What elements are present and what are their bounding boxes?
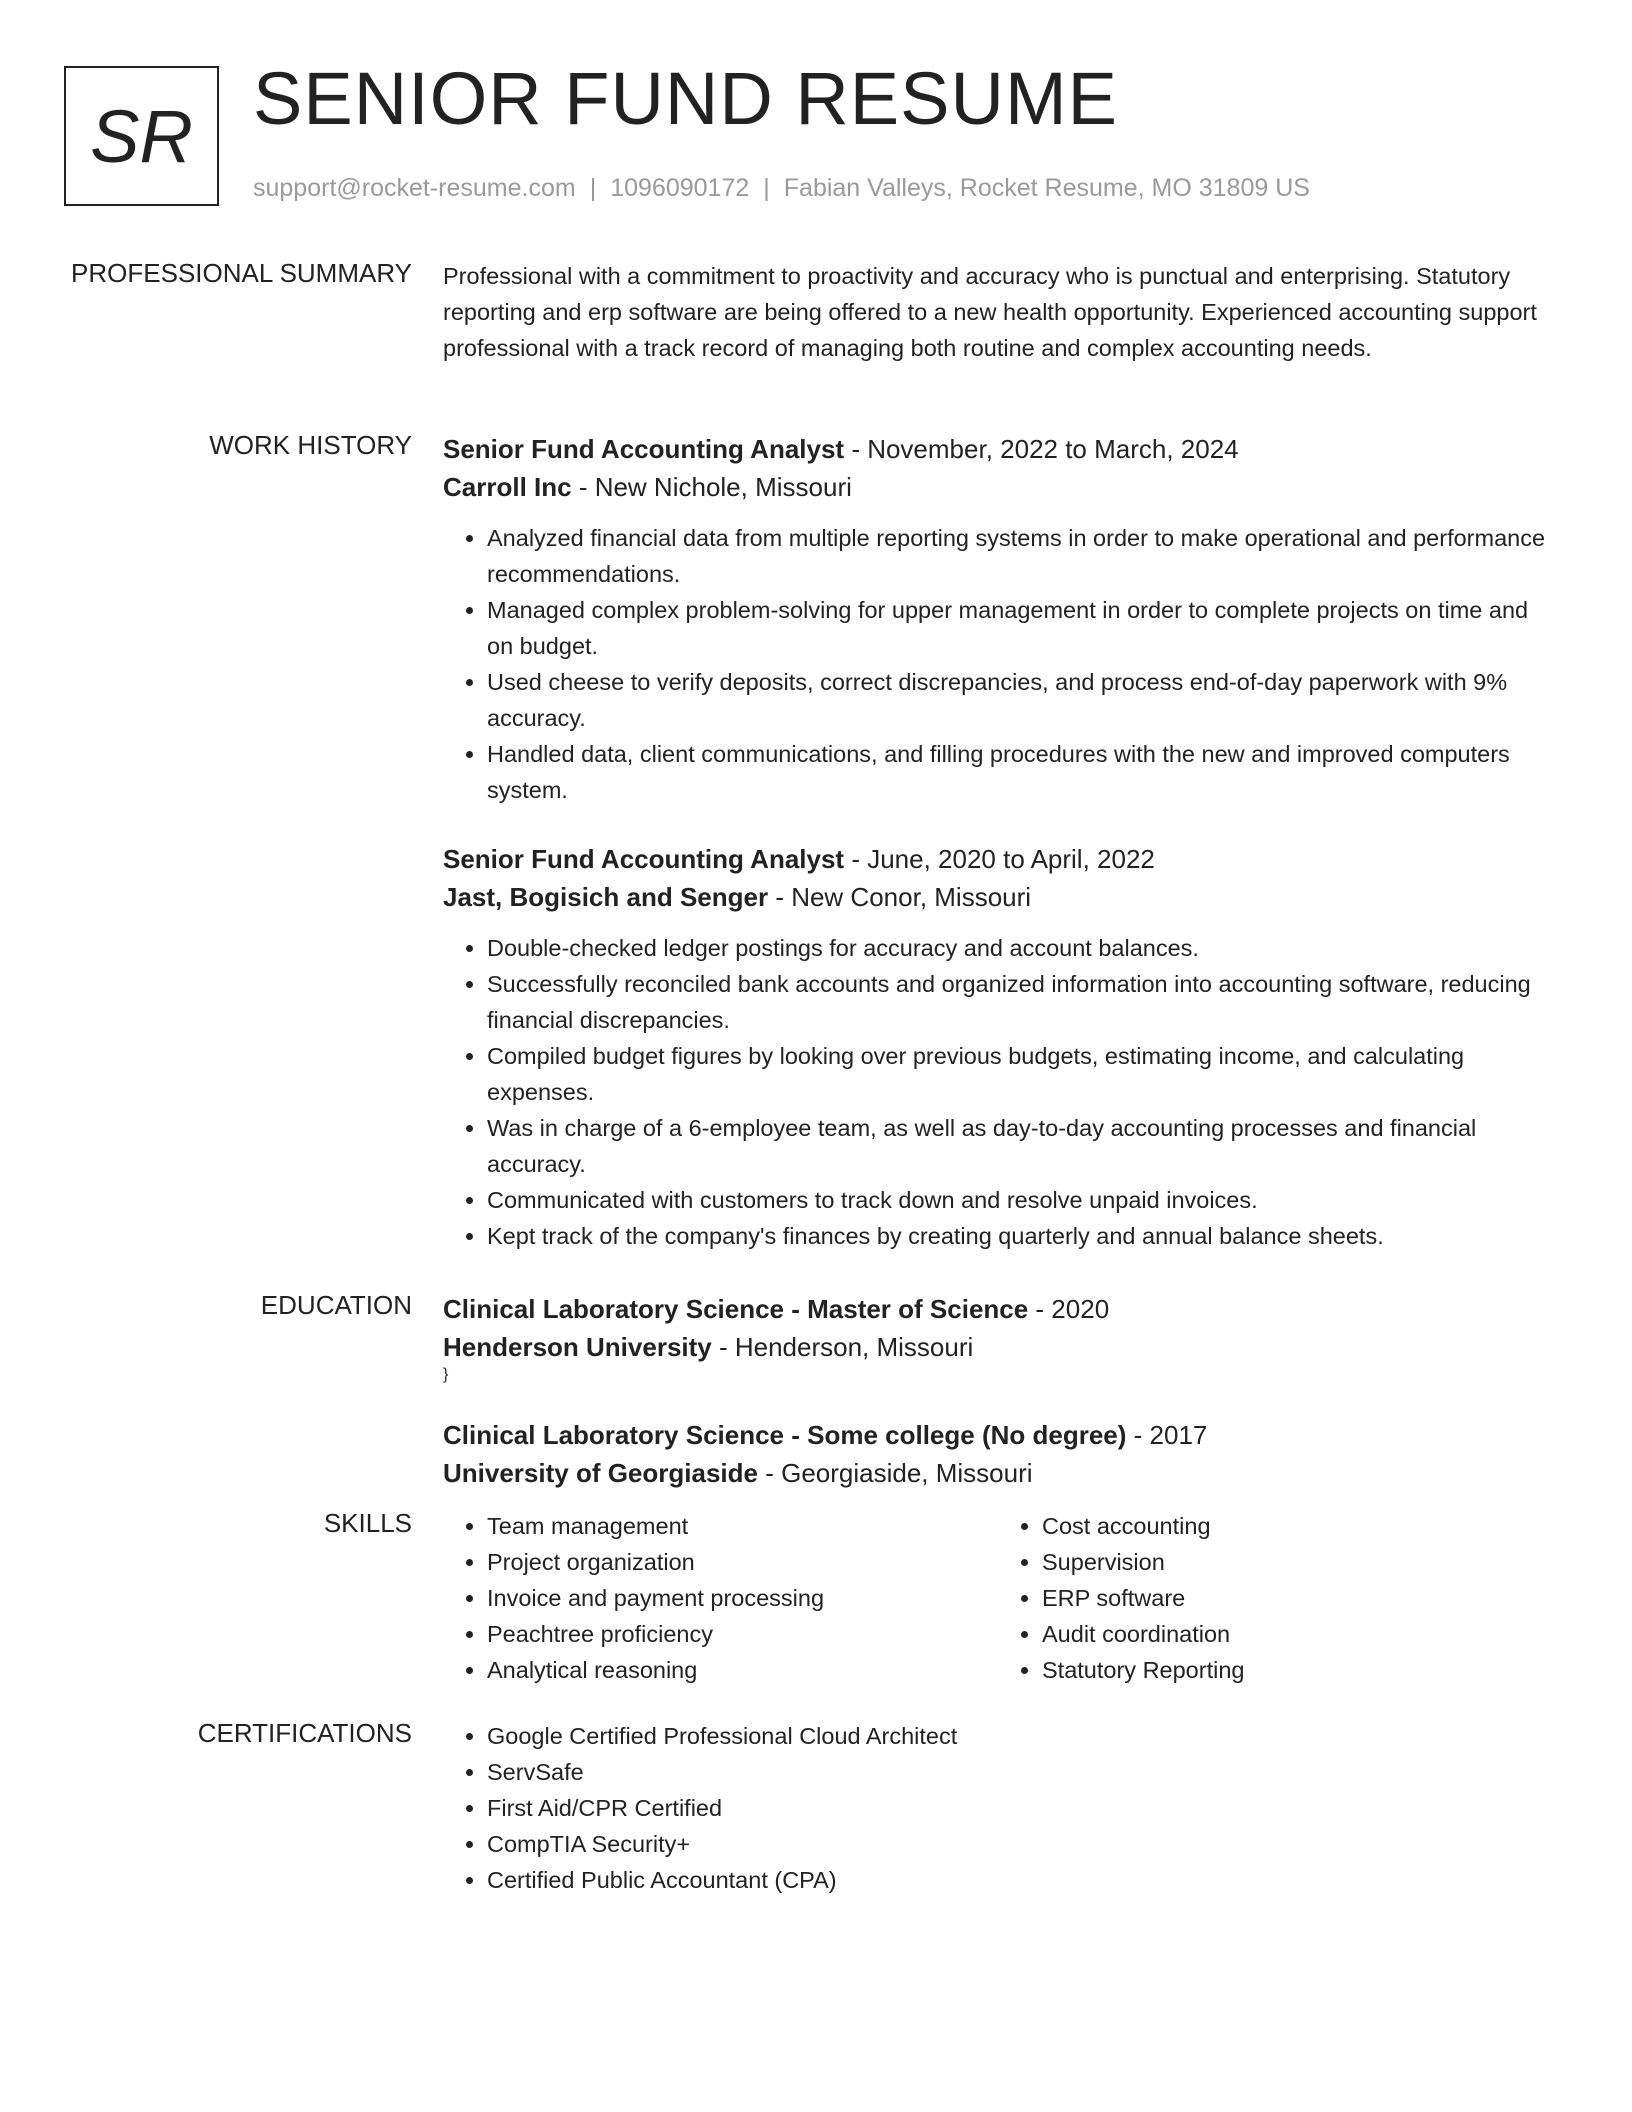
list-item: • Project organization (487, 1544, 998, 1580)
job-title: Senior Fund Accounting Analyst (443, 434, 845, 464)
work-history-content (443, 430, 1553, 1254)
job-title: Senior Fund Accounting Analyst (443, 844, 845, 874)
list-item: • Invoice and payment processing (487, 1580, 998, 1616)
job-bullets (443, 520, 1553, 808)
education-degree-line (443, 1290, 1553, 1328)
contact-phone: 1096090172 (610, 174, 750, 202)
contact-address: Fabian Valleys, Rocket Resume, MO 31809 US (783, 174, 1310, 202)
education-content (443, 1290, 1553, 1492)
section-label: PROFESSIONAL SUMMARY (71, 258, 412, 288)
contact-line (253, 174, 1310, 203)
list-item: • Kept track of the company's finances by creating quarterly and annual balance sheets. (487, 1218, 1553, 1254)
list-item: • Successfully reconciled bank accounts and organized information into accounting software, reducing financial discrepancies. (487, 966, 1553, 1038)
education-school-line (443, 1328, 1553, 1366)
section-label: WORK HISTORY (209, 430, 412, 460)
list-item: • Supervision (1042, 1544, 1553, 1580)
skills-content (443, 1508, 1553, 1688)
education-entry (443, 1416, 1553, 1492)
skills-list-left (443, 1508, 998, 1688)
education-location: - Georgiaside, Missouri (757, 1458, 1033, 1488)
job-company-line (443, 468, 1553, 506)
separator: | (763, 174, 770, 202)
education-degree: Clinical Laboratory Science - Some college (No degree) (443, 1420, 1127, 1450)
job-company-line (443, 878, 1553, 916)
job-company: Jast, Bogisich and Senger (443, 882, 769, 912)
list-item: • Communicated with customers to track down and resolve unpaid invoices. (487, 1182, 1553, 1218)
summary-content (443, 258, 1553, 366)
list-item: • Compiled budget figures by looking over previous budgets, estimating income, and calculating expenses. (487, 1038, 1553, 1110)
skills-list-right (998, 1508, 1553, 1688)
skills-columns (443, 1508, 1553, 1688)
list-item: • Certified Public Accountant (CPA) (487, 1862, 1553, 1898)
list-item: • Handled data, client communications, and filling procedures with the new and improved computers system. (487, 736, 1553, 808)
job-entry (443, 840, 1553, 1254)
list-item: • Cost accounting (1042, 1508, 1553, 1544)
education-location: - Henderson, Missouri (711, 1332, 974, 1362)
education-entry: Clinical Laboratory Science - Master of Science - 2020 Henderson University - Henderson, Missouri } (443, 1290, 1553, 1384)
separator: | (589, 174, 597, 202)
section-label: EDUCATION (260, 1290, 412, 1320)
education-year: - 2020 (1028, 1294, 1110, 1324)
education-degree-line (443, 1416, 1553, 1454)
list-item: • ERP software (1042, 1580, 1553, 1616)
job-dates: - November, 2022 to March, 2024 (844, 434, 1239, 464)
list-item: • Double-checked ledger postings for accuracy and account balances. (487, 930, 1553, 966)
education-degree: Clinical Laboratory Science - Master of Science (443, 1294, 1029, 1324)
list-item: • Peachtree proficiency (487, 1616, 998, 1652)
job-title-line (443, 430, 1553, 468)
resume-title: SENIOR FUND RESUME (253, 57, 1118, 140)
job-bullets (443, 930, 1553, 1254)
job-company: Carroll Inc (443, 472, 572, 502)
list-item: • Analytical reasoning (487, 1652, 998, 1688)
list-item: • CompTIA Security+ (487, 1826, 1553, 1862)
job-entry (443, 430, 1553, 808)
education-school: University of Georgiaside (443, 1458, 758, 1488)
list-item: • Used cheese to verify deposits, correct discrepancies, and process end-of-day paperwork with 9% accuracy. (487, 664, 1553, 736)
job-dates: - June, 2020 to April, 2022 (844, 844, 1155, 874)
list-item: • ServSafe (487, 1754, 1553, 1790)
job-location: - New Nichole, Missouri (571, 472, 852, 502)
list-item: • Analyzed financial data from multiple reporting systems in order to make operational and performance recommendations. (487, 520, 1553, 592)
contact-email: support@rocket-resume.com (253, 174, 576, 202)
job-title-line (443, 840, 1553, 878)
list-item: • Statutory Reporting (1042, 1652, 1553, 1688)
education-year: - 2017 (1126, 1420, 1208, 1450)
list-item: • Audit coordination (1042, 1616, 1553, 1652)
job-location: - New Conor, Missouri (768, 882, 1032, 912)
summary-text: Professional with a commitment to proactivity and accuracy who is punctual and enterprising. Statutory reporting and erp software are being offered to a new health opportunity. Experienced accounting support professional with a track record of managing both routine and complex accounting needs. (443, 263, 1537, 361)
list-item: • Google Certified Professional Cloud Architect (487, 1718, 1553, 1754)
education-school: Henderson University (443, 1332, 712, 1362)
list-item: • First Aid/CPR Certified (487, 1790, 1553, 1826)
section-label: SKILLS (323, 1508, 412, 1538)
list-item: • Was in charge of a 6-employee team, as well as day-to-day accounting processes and financial accuracy. (487, 1110, 1553, 1182)
section-label: CERTIFICATIONS (197, 1718, 412, 1748)
education-school-line (443, 1454, 1553, 1492)
monogram-logo: SR (64, 66, 219, 206)
list-item: • Team management (487, 1508, 998, 1544)
list-item: • Managed complex problem-solving for upper management in order to complete projects on time and on budget. (487, 592, 1553, 664)
certifications-list (443, 1718, 1553, 1898)
certifications-content (443, 1718, 1553, 1898)
